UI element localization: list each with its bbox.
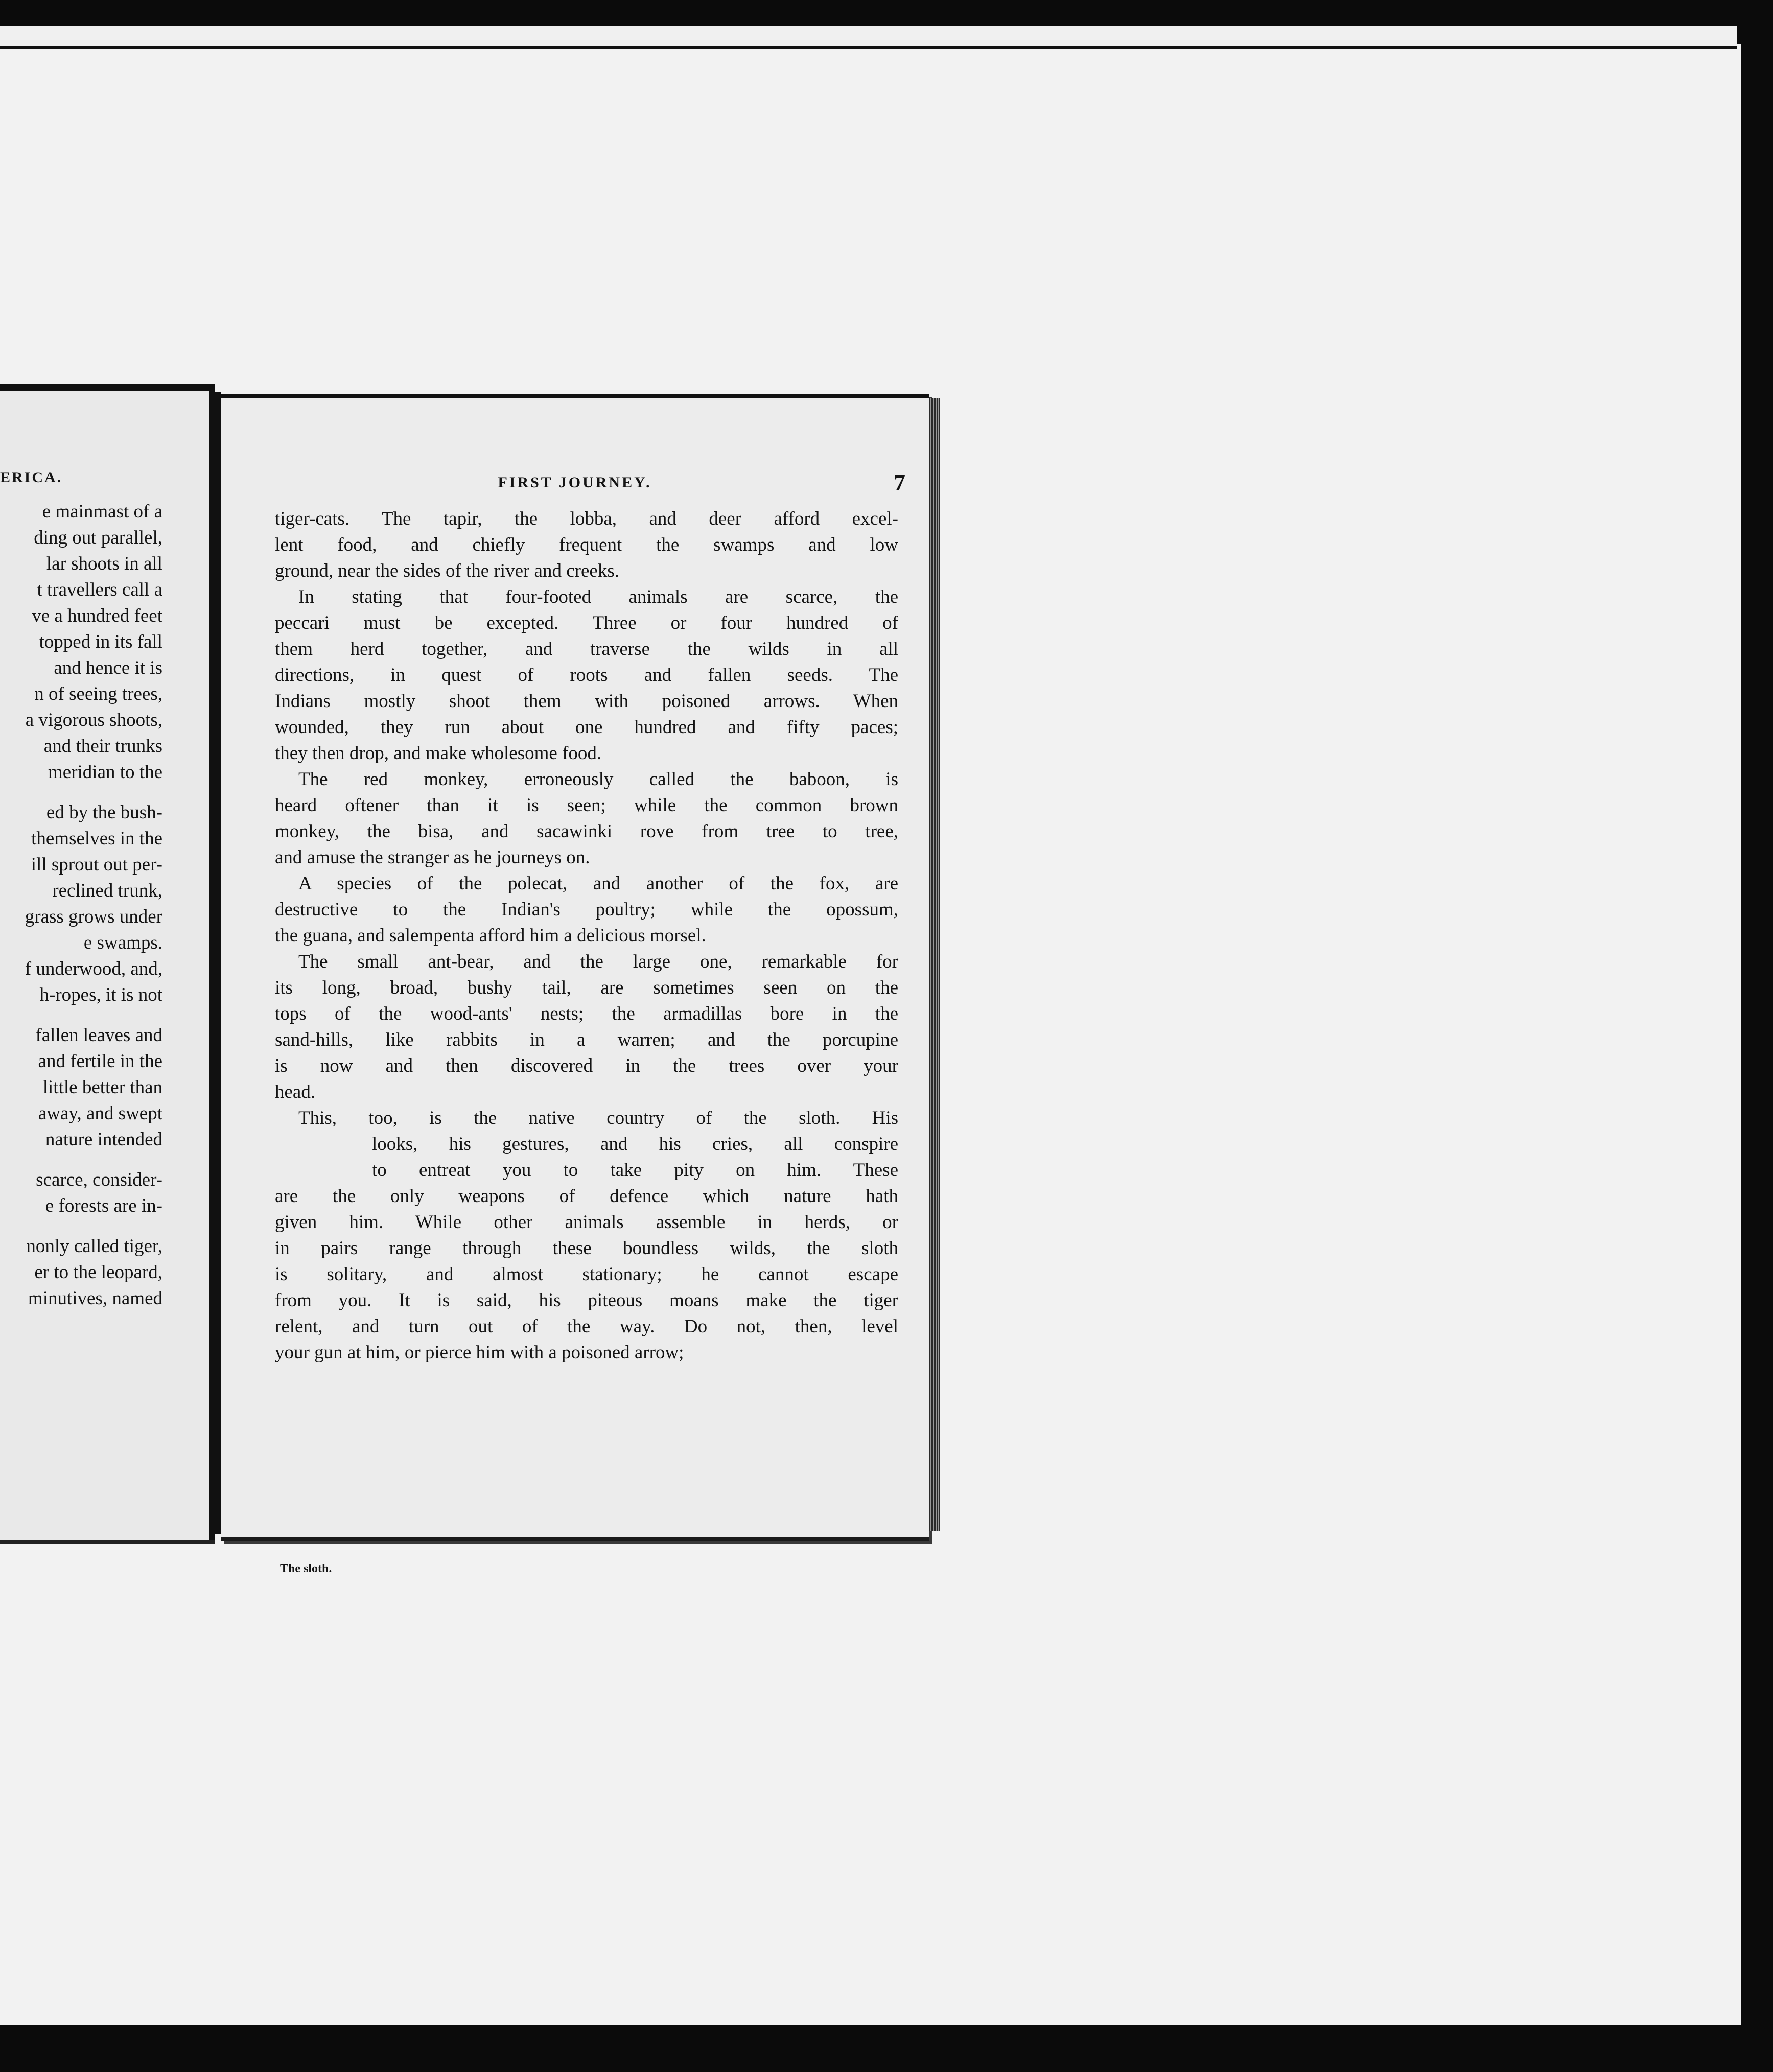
book-spine [209, 391, 215, 1540]
text-line: heard oftener than it is seen; while the common brown [275, 795, 898, 816]
text-line: themselves in the [31, 828, 162, 849]
text-line: monkey, the bisa, and sacawinki rove from tree to tree, [275, 821, 898, 842]
text-line: directions, in quest of roots and fallen seeds. The [275, 665, 898, 686]
text-line: n of seeing trees, [34, 684, 162, 704]
text-line: in pairs range through these boundless wilds, the sloth [275, 1238, 898, 1259]
left-page [0, 384, 215, 1544]
text-line: its long, broad, bushy tail, are sometimes seen on the [275, 977, 898, 998]
text-line: head. [275, 1081, 316, 1102]
text-line: the guana, and salempenta afford him a delicious morsel. [275, 925, 706, 946]
text-line: The small ant-bear, and the large one, remarkable for [298, 951, 898, 972]
text-line: h-ropes, it is not [39, 984, 162, 1005]
text-line: they then drop, and make wholesome food. [275, 743, 602, 764]
film-frame-right [1741, 0, 1773, 2072]
text-line: lar shoots in all [46, 553, 162, 574]
text-line: ve a hundred feet [32, 605, 162, 626]
paragraph [275, 506, 898, 584]
text-line: nature intended [45, 1129, 162, 1150]
text-line: them herd together, and traverse the wilds in all [275, 639, 898, 660]
text-line: away, and swept [38, 1103, 162, 1124]
margin-note: The sloth. [280, 1562, 332, 1575]
paragraph [275, 949, 898, 1105]
text-line: e mainmast of a [42, 501, 162, 522]
left-running-head: ERICA. [0, 469, 63, 486]
text-line: ding out parallel, [34, 527, 162, 548]
gutter-line [215, 392, 221, 1534]
text-line: and amuse the stranger as he journeys on. [275, 847, 590, 868]
paragraph [275, 1105, 898, 1365]
left-page-text [0, 499, 162, 1311]
text-line: minutives, named [28, 1288, 162, 1309]
text-line: t travellers call a [37, 579, 162, 600]
text-line: your gun at him, or pierce him with a poisoned arrow; [275, 1342, 684, 1363]
film-frame-strip [0, 26, 1737, 49]
text-line: tops of the wood-ants' nests; the armadillas bore in the [275, 1003, 898, 1024]
paragraph [275, 766, 898, 870]
right-page-text [275, 506, 898, 1365]
text-line [0, 785, 162, 799]
text-line: A species of the polecat, and another of the fox, are [298, 873, 898, 894]
text-line: and their trunks [43, 736, 162, 757]
text-line: is now and then discovered in the trees over your [275, 1055, 898, 1076]
text-line: is solitary, and almost stationary; he cannot escape [275, 1264, 898, 1285]
text-line: In stating that four-footed animals are scarce, the [298, 586, 898, 607]
text-line: relent, and turn out of the way. Do not, then, level [275, 1316, 898, 1337]
text-line: ed by the bush- [46, 802, 162, 823]
page-number: 7 [894, 469, 905, 496]
right-page [221, 394, 929, 1575]
text-line: Indians mostly shoot them with poisoned arrows. When [275, 691, 898, 712]
text-line: and hence it is [54, 657, 162, 678]
paragraph [275, 870, 898, 949]
text-line: looks, his gestures, and his cries, all conspire [372, 1134, 898, 1155]
text-line: scarce, consider- [36, 1169, 162, 1190]
text-line: tiger-cats. The tapir, the lobba, and deer afford excel- [275, 508, 898, 529]
text-line: This, too, is the native country of the sloth. His [298, 1108, 898, 1128]
text-line: e swamps. [83, 932, 162, 953]
text-line [0, 1008, 162, 1022]
text-line: ill sprout out per- [31, 854, 162, 875]
text-line: are the only weapons of defence which nature hath [275, 1186, 898, 1207]
text-line: nonly called tiger, [26, 1236, 162, 1257]
text-line: wounded, they run about one hundred and fifty paces; [275, 717, 898, 738]
text-line: and fertile in the [38, 1051, 162, 1072]
page-edges [929, 398, 940, 1531]
text-line: destructive to the Indian's poultry; while the opossum, [275, 899, 898, 920]
paragraph [275, 584, 898, 766]
text-line: meridian to the [48, 762, 162, 783]
text-line: sand-hills, like rabbits in a warren; and the porcupine [275, 1029, 898, 1050]
text-line: lent food, and chiefly frequent the swamps and low [275, 534, 898, 555]
text-line: given him. While other animals assemble in herds, or [275, 1212, 898, 1233]
text-line: grass grows under [25, 906, 162, 927]
right-running-head: FIRST JOURNEY. [498, 474, 652, 491]
text-line: e forests are in- [45, 1195, 162, 1216]
text-line: from you. It is said, his piteous moans make the tiger [275, 1290, 898, 1311]
text-line: little better than [42, 1077, 162, 1098]
text-line: ground, near the sides of the river and creeks. [275, 560, 619, 581]
text-line: er to the leopard, [34, 1262, 162, 1283]
film-frame-bottom [0, 2025, 1773, 2072]
text-line: The red monkey, erroneously called the baboon, is [298, 769, 898, 790]
text-line: peccari must be excepted. Three or four hundred of [275, 613, 898, 633]
text-line: fallen leaves and [35, 1025, 162, 1046]
text-line [0, 1219, 162, 1233]
text-line: a vigorous shoots, [25, 710, 162, 731]
text-line: to entreat you to take pity on him. These [372, 1160, 898, 1181]
text-line: f underwood, and, [25, 958, 162, 979]
text-line: topped in its fall [39, 631, 162, 652]
text-line: reclined trunk, [52, 880, 162, 901]
text-line [0, 1152, 162, 1167]
